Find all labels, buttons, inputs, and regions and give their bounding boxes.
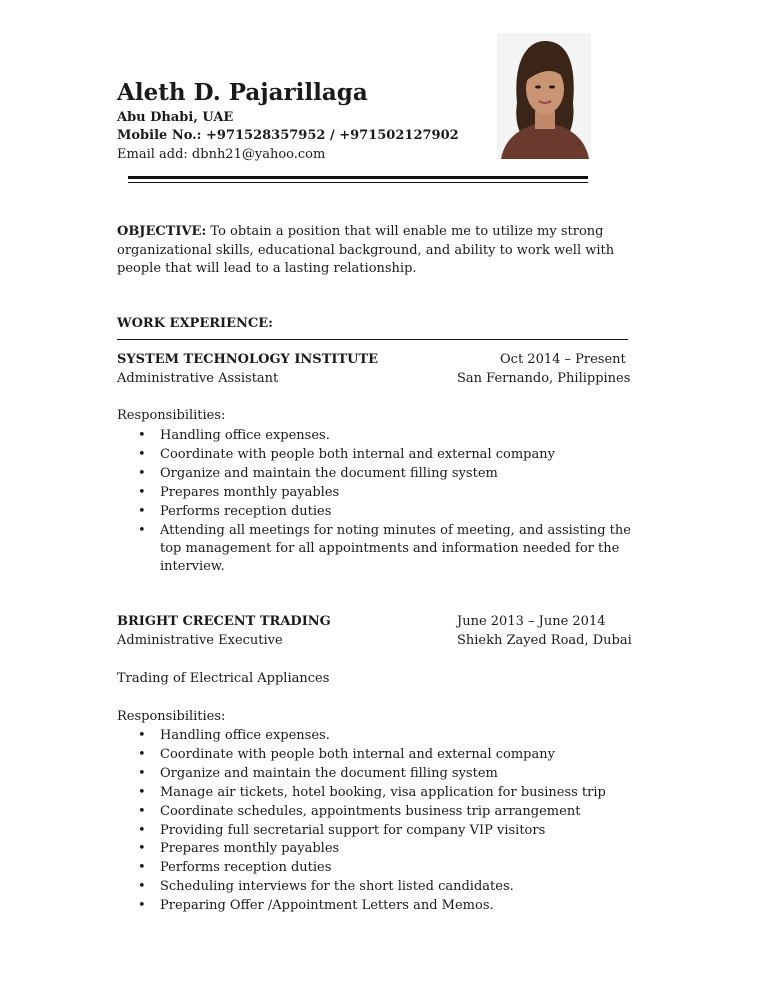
header-divider-thick (128, 176, 588, 179)
job-2-responsibilities-list (117, 727, 606, 916)
list-item: • Prepares monthly payables (117, 484, 648, 503)
list-item: • Scheduling interviews for the short listed candidates. (117, 878, 606, 897)
list-item: • Coordinate with people both internal and external company (117, 746, 606, 765)
list-item: • Prepares monthly payables (117, 840, 606, 859)
list-item: • Handling office expenses. (117, 727, 606, 746)
job-1-responsibilities-list (117, 427, 648, 576)
portrait-image (497, 33, 591, 159)
mobile-number: Mobile No.: +971528357952 / +971502127902 (117, 128, 459, 143)
applicant-name: Aleth D. Pajarillaga (117, 79, 368, 106)
list-item: • Coordinate schedules, appointments business trip arrangement (117, 803, 606, 822)
list-item: • Performs reception duties (117, 503, 648, 522)
work-experience-rule (117, 339, 628, 340)
profile-photo (497, 33, 591, 159)
objective-paragraph (117, 223, 657, 279)
work-experience-heading: WORK EXPERIENCE: (117, 316, 273, 331)
list-item: • Handling office expenses. (117, 427, 648, 446)
list-item: • Performs reception duties (117, 859, 606, 878)
objective-text: To obtain a position that will enable me to utilize my strong organizational skills, educational background, and ability to work well with people that will lead to a lasting relationship. (117, 224, 615, 276)
job-1-company: SYSTEM TECHNOLOGY INSTITUTE (117, 352, 379, 367)
job-1-position: Administrative Assistant (117, 371, 279, 386)
job-1-dates: Oct 2014 – Present (500, 352, 626, 367)
job-2-responsibilities-label: Responsibilities: (117, 709, 226, 724)
location: Abu Dhabi, UAE (117, 110, 234, 125)
job-1-location: San Fernando, Philippines (457, 371, 631, 386)
job-1-responsibilities-label: Responsibilities: (117, 408, 226, 423)
job-2-location: Shiekh Zayed Road, Dubai (457, 633, 632, 648)
job-2-company: BRIGHT CRECENT TRADING (117, 614, 331, 629)
job-2-dates: June 2013 – June 2014 (457, 614, 606, 629)
list-item: • Preparing Offer /Appointment Letters and Memos. (117, 897, 606, 916)
email-address: Email add: dbnh21@yahoo.com (117, 147, 326, 162)
list-item: • Attending all meetings for noting minutes of meeting, and assisting the top management for all appointments and information needed for the interview. (117, 522, 648, 577)
job-2-business: Trading of Electrical Appliances (117, 671, 330, 686)
list-item: • Providing full secretarial support for company VIP visitors (117, 822, 606, 841)
job-2-position: Administrative Executive (117, 633, 283, 648)
objective-label: OBJECTIVE: (117, 224, 207, 239)
list-item: • Coordinate with people both internal and external company (117, 446, 648, 465)
list-item: • Organize and maintain the document filling system (117, 465, 648, 484)
header-divider-thin (128, 182, 588, 183)
list-item: • Organize and maintain the document filling system (117, 765, 606, 784)
list-item: • Manage air tickets, hotel booking, visa application for business trip (117, 784, 606, 803)
